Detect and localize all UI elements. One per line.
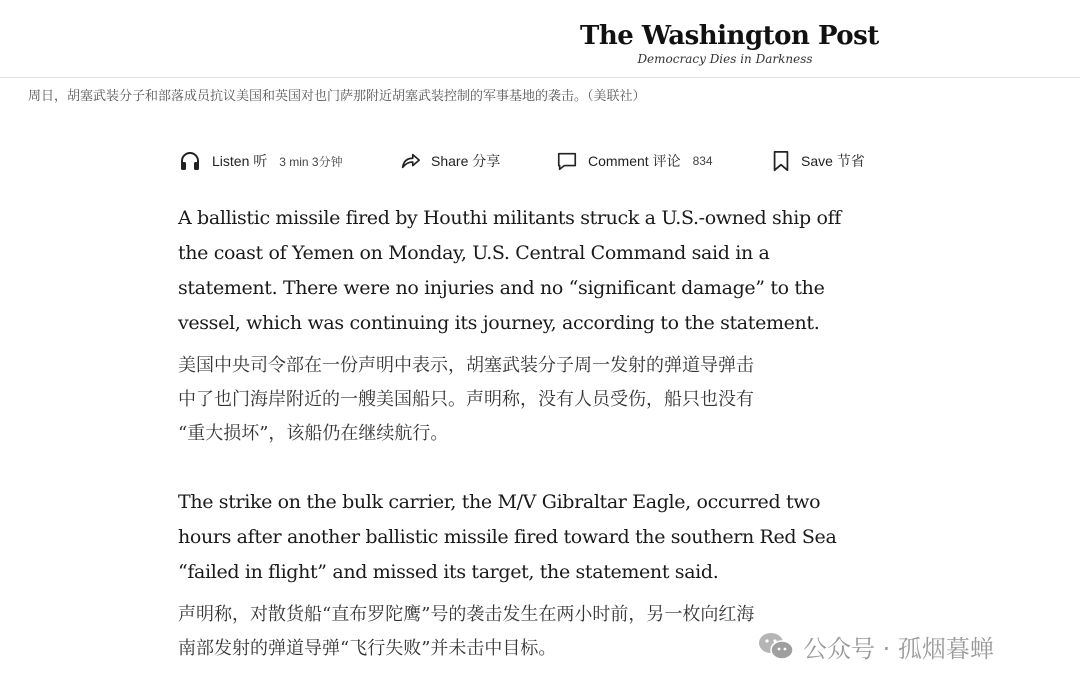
photo-caption: 周日，胡塞武装分子和部落成员抗议美国和英国对也门萨那附近胡塞武装控制的军事基地的袭击。（美联社）: [28, 89, 646, 104]
share-arrow-icon: [399, 150, 421, 172]
save-button[interactable]: [771, 146, 865, 176]
watermark-text: 公众号 · 孤烟暮蝉: [803, 634, 994, 663]
article-body: [178, 201, 898, 666]
text-line: vessel, which was continuing its journey, according to the statement.: [178, 312, 820, 334]
paragraph-2-english: [178, 485, 898, 590]
share-button[interactable]: [399, 146, 500, 176]
listen-button[interactable]: [178, 146, 343, 176]
text-line: “重大损坏”，该船仍在继续航行。: [178, 423, 449, 444]
site-tagline: Democracy Dies in Darkness: [637, 52, 813, 66]
comment-label: Comment 评论: [588, 153, 681, 169]
header-divider: [0, 77, 1080, 78]
save-label: Save 节省: [801, 153, 865, 169]
comment-button[interactable]: [556, 146, 713, 176]
text-line: the coast of Yemen on Monday, U.S. Central Command said in a: [178, 242, 770, 264]
text-line: 美国中央司令部在一份声明中表示，胡塞武装分子周一发射的弹道导弹击: [178, 355, 754, 376]
text-line: “failed in flight” and missed its target, the statement said.: [178, 561, 719, 583]
text-line: The strike on the bulk carrier, the M/V Gibraltar Eagle, occurred two: [178, 491, 821, 513]
site-logo[interactable]: The Washington Post: [580, 21, 879, 51]
share-label: Share 分享: [431, 153, 501, 169]
comment-bubble-icon: [556, 150, 578, 172]
listen-label: Listen 听: [212, 153, 268, 169]
headphones-icon: [178, 149, 202, 173]
text-line: hours after another ballistic missile fired toward the southern Red Sea: [178, 526, 837, 548]
wechat-icon: [757, 630, 795, 662]
text-line: 声明称，对散货船“直布罗陀鹰”号的袭击发生在两小时前，另一枚向红海: [178, 604, 755, 625]
text-line: 中了也门海岸附近的一艘美国船只。声明称，没有人员受伤，船只也没有: [178, 389, 754, 410]
wechat-watermark: [757, 626, 994, 666]
listen-duration: 3 min 3分钟: [279, 154, 343, 169]
paragraph-1-chinese: [178, 349, 898, 451]
comment-count: 834: [692, 154, 713, 168]
article-toolbar: [0, 146, 1080, 176]
bookmark-icon: [771, 150, 791, 172]
paragraph-1-english: [178, 201, 898, 341]
text-line: A ballistic missile fired by Houthi militants struck a U.S.-owned ship off: [178, 207, 841, 229]
text-line: statement. There were no injuries and no “significant damage” to the: [178, 277, 825, 299]
text-line: 南部发射的弹道导弹“飞行失败”并未击中目标。: [178, 638, 557, 659]
masthead: [580, 20, 879, 66]
